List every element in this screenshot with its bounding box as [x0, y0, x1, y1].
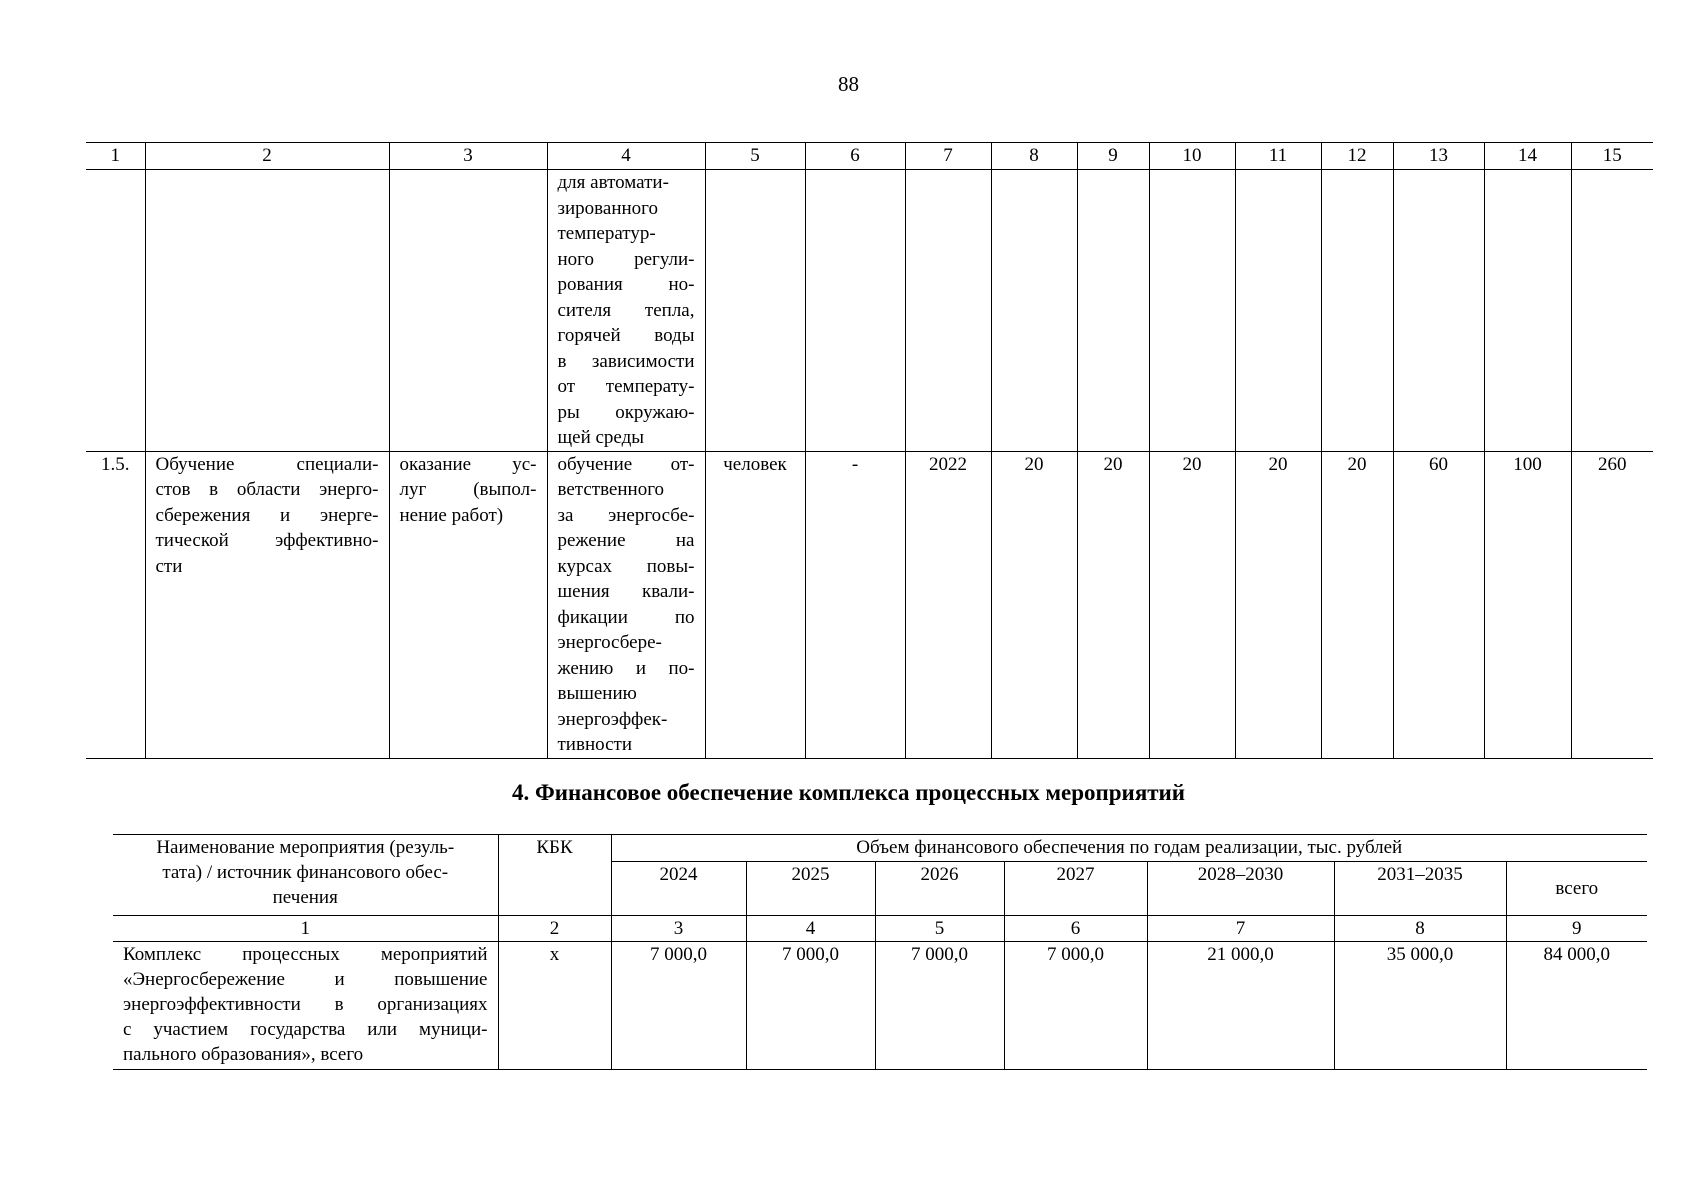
- measure-name: [145, 451, 389, 758]
- text-line: печения: [272, 887, 338, 908]
- text-line: шения квали-: [557, 581, 695, 602]
- text-line: Наименование мероприятия (резуль-: [156, 837, 455, 858]
- column-number: 10: [1149, 143, 1235, 170]
- text-line: энергосбере-: [557, 632, 662, 653]
- column-number: 15: [1571, 143, 1653, 170]
- table-row: [86, 451, 1653, 758]
- text-line: температур-: [557, 223, 656, 244]
- text-line: для автомати-: [557, 172, 669, 193]
- text-line: режение на: [557, 530, 695, 551]
- value-cell: 7 000,0: [611, 942, 746, 1070]
- value-cell: 20: [1149, 451, 1235, 758]
- text-line: стов в области энерго-: [155, 479, 379, 500]
- value-cell: 7 000,0: [875, 942, 1004, 1070]
- column-number: 9: [1506, 916, 1647, 942]
- text-line: луг (выпол-: [399, 479, 537, 500]
- header-name: [113, 835, 498, 916]
- value-cell: 260: [1571, 451, 1653, 758]
- text-line: рования но-: [557, 274, 695, 295]
- text-line: жению и по-: [557, 657, 695, 679]
- column-number-row: [113, 916, 1647, 942]
- value-cell: 20: [1077, 451, 1149, 758]
- value-cell: 35 000,0: [1334, 942, 1506, 1070]
- page-number: 88: [838, 72, 859, 96]
- value-cell: 20: [1235, 451, 1321, 758]
- column-number: 2: [145, 143, 389, 170]
- text-line: нение работ): [399, 504, 504, 526]
- continuation-description: [547, 170, 705, 452]
- column-number: 4: [746, 916, 875, 942]
- year-header: 2028–2030: [1147, 862, 1334, 916]
- value-cell: 100: [1484, 451, 1571, 758]
- row-number: 1.5.: [86, 451, 145, 758]
- text-line: тической эффективно-: [155, 530, 379, 551]
- text-line: горячей воды: [557, 325, 695, 346]
- column-number: 12: [1321, 143, 1393, 170]
- table-row: [113, 942, 1647, 1070]
- column-number: 5: [705, 143, 805, 170]
- text-line: за энергосбе-: [557, 504, 695, 526]
- text-line: сти: [155, 555, 183, 577]
- column-number-row: [86, 143, 1653, 170]
- column-number: 6: [805, 143, 905, 170]
- column-number: 7: [1147, 916, 1334, 942]
- column-number: 1: [113, 916, 498, 942]
- year-header: 2025: [746, 862, 875, 916]
- column-number: 3: [389, 143, 547, 170]
- text-line: пального образования», всего: [123, 1044, 364, 1065]
- value-cell: 20: [1321, 451, 1393, 758]
- value-cell: 60: [1393, 451, 1484, 758]
- text-line: в зависимости: [557, 350, 695, 372]
- year-header: 2031–2035: [1334, 862, 1506, 916]
- text-line: тата) / источник финансового обес-: [162, 862, 449, 883]
- column-number: 8: [991, 143, 1077, 170]
- year-header: 2024: [611, 862, 746, 916]
- section-title: 4. Финансовое обеспечение комплекса процессных мероприятий: [511, 780, 1186, 805]
- text-line: ного регули-: [557, 248, 695, 270]
- text-line: энергоэффек-: [557, 708, 668, 730]
- text-line: сителя тепла,: [557, 299, 695, 321]
- text-line: Комплекс процессных мероприятий: [123, 944, 488, 965]
- column-number: 7: [905, 143, 991, 170]
- column-number: 3: [611, 916, 746, 942]
- column-number: 1: [86, 143, 145, 170]
- column-number: 5: [875, 916, 1004, 942]
- text-line: энергоэффективности в организациях: [123, 994, 488, 1015]
- value-cell: 7 000,0: [1004, 942, 1147, 1070]
- header-kbk: КБК: [498, 835, 611, 916]
- year-header: 2026: [875, 862, 1004, 916]
- text-line: «Энергосбережение и повышение: [123, 969, 488, 990]
- text-line: от температу-: [557, 376, 695, 397]
- value-cell: 7 000,0: [746, 942, 875, 1070]
- text-line: обучение от-: [557, 453, 695, 475]
- complex-name: [113, 942, 498, 1070]
- kbk-cell: х: [498, 942, 611, 1070]
- text-line: вышению: [557, 683, 637, 704]
- text-line: курсах повы-: [557, 555, 695, 577]
- text-line: с участием государства или муници-: [123, 1019, 488, 1040]
- text-line: ры окружаю-: [557, 401, 695, 423]
- text-line: ветственного: [557, 479, 665, 500]
- column-number: 14: [1484, 143, 1571, 170]
- value-cell: 20: [991, 451, 1077, 758]
- column-number: 6: [1004, 916, 1147, 942]
- table-row-continuation: [86, 170, 1653, 452]
- unit: человек: [705, 451, 805, 758]
- base-value: -: [805, 451, 905, 758]
- column-number: 4: [547, 143, 705, 170]
- header-volume: Объем финансового обеспечения по годам реализации, тыс. рублей: [611, 835, 1647, 862]
- column-number: 8: [1334, 916, 1506, 942]
- year-header: 2027: [1004, 862, 1147, 916]
- text-line: Обучение специали-: [155, 453, 379, 475]
- measures-table: [86, 142, 1653, 759]
- column-number: 11: [1235, 143, 1321, 170]
- text-line: оказание ус-: [399, 453, 537, 475]
- measure-description: [547, 451, 705, 758]
- value-cell: 84 000,0: [1506, 942, 1647, 1070]
- header-row: [113, 835, 1647, 862]
- text-line: сбережения и энерге-: [155, 504, 379, 526]
- year-header: всего: [1506, 862, 1647, 916]
- text-line: зированного: [557, 197, 658, 219]
- value-cell: 21 000,0: [1147, 942, 1334, 1070]
- financing-table: [113, 834, 1647, 1070]
- text-line: щей среды: [557, 427, 645, 448]
- column-number: 13: [1393, 143, 1484, 170]
- column-number: 9: [1077, 143, 1149, 170]
- text-line: тивности: [557, 734, 632, 755]
- base-year: 2022: [905, 451, 991, 758]
- text-line: фикации по: [557, 606, 695, 628]
- column-number: 2: [498, 916, 611, 942]
- measure-type: [389, 451, 547, 758]
